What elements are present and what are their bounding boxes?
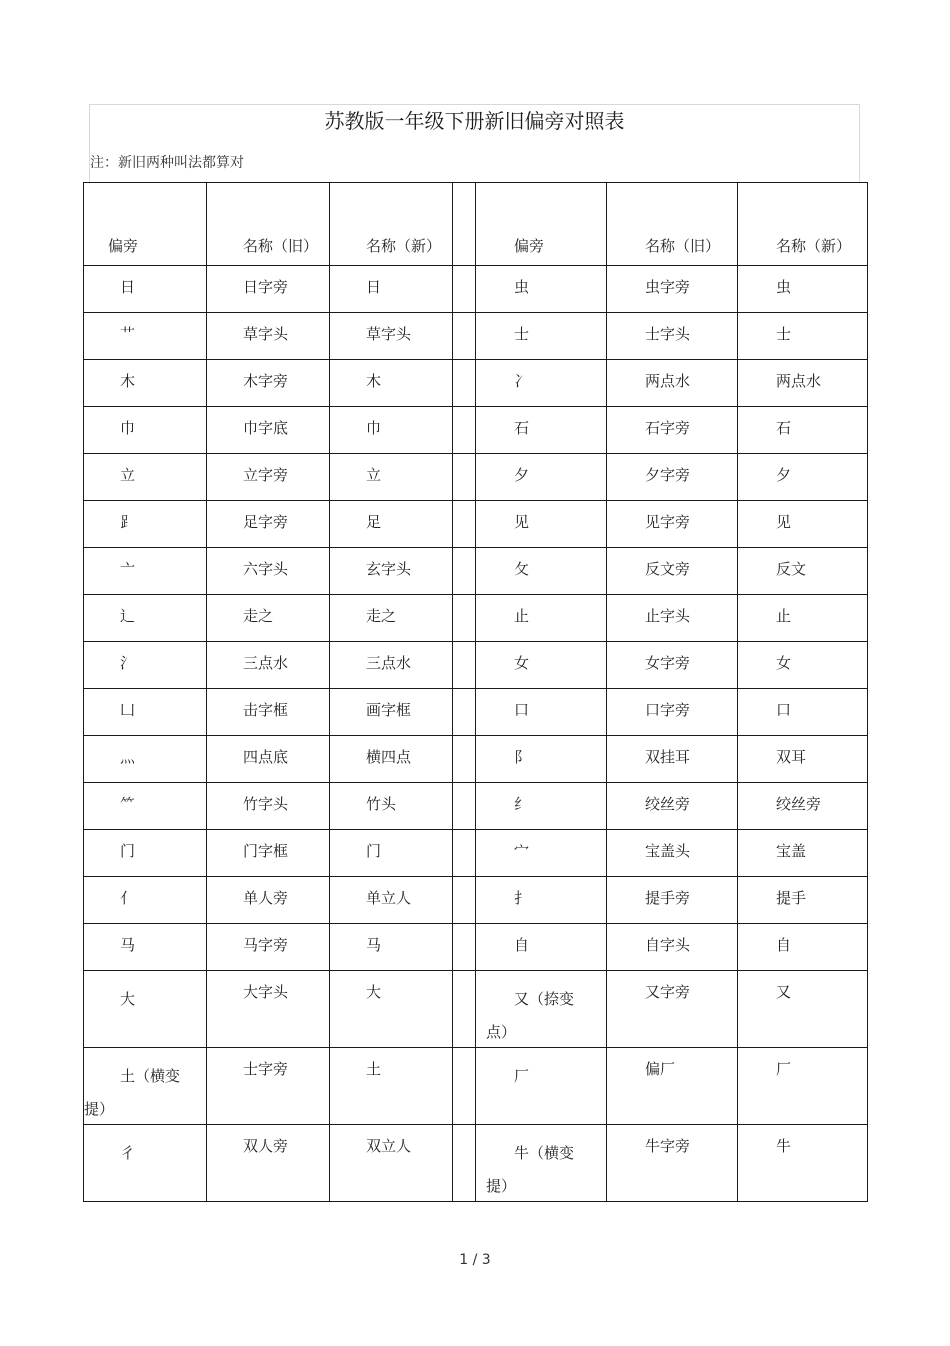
name-cell: 虫 <box>738 266 868 313</box>
radical-cell: 马 <box>84 924 207 971</box>
table-row <box>84 407 868 454</box>
table-row <box>84 548 868 595</box>
header-cell: 名称（新） <box>330 183 453 266</box>
name-cell: 牛 <box>738 1125 868 1202</box>
name-cell: 单人旁 <box>207 877 330 924</box>
radical-cell: 见 <box>476 501 607 548</box>
name-cell: 竹头 <box>330 783 453 830</box>
name-cell: 画字框 <box>330 689 453 736</box>
document-header <box>89 104 860 182</box>
radical-cell: 厂 <box>476 1048 607 1125</box>
name-cell: 士字头 <box>607 313 738 360</box>
name-cell: 击字框 <box>207 689 330 736</box>
radical-cell: 纟 <box>476 783 607 830</box>
radical-cell: 宀 <box>476 830 607 877</box>
radical-cell: 又（捺变 点） <box>476 971 607 1048</box>
name-cell: 马字旁 <box>207 924 330 971</box>
header-cell: 名称（旧） <box>607 183 738 266</box>
name-cell: 大 <box>330 971 453 1048</box>
name-cell: 足 <box>330 501 453 548</box>
table-row <box>84 642 868 689</box>
radical-cell: 自 <box>476 924 607 971</box>
column-gap <box>453 924 476 971</box>
name-cell: 日 <box>330 266 453 313</box>
radical-cell: 攵 <box>476 548 607 595</box>
radical-cell: 扌 <box>476 877 607 924</box>
name-cell: 四点底 <box>207 736 330 783</box>
radical-cell: 亻 <box>84 877 207 924</box>
table-row <box>84 971 868 1048</box>
name-cell: 止 <box>738 595 868 642</box>
radical-cell: 石 <box>476 407 607 454</box>
name-cell: 虫字旁 <box>607 266 738 313</box>
radical-cell: 立 <box>84 454 207 501</box>
radical-cell: 辶 <box>84 595 207 642</box>
column-gap <box>453 595 476 642</box>
name-cell: 双立人 <box>330 1125 453 1202</box>
name-cell: 士字旁 <box>207 1048 330 1125</box>
column-gap <box>453 407 476 454</box>
radical-cell: 女 <box>476 642 607 689</box>
radical-table <box>83 182 868 1202</box>
name-cell: 提手 <box>738 877 868 924</box>
name-cell: 竹字头 <box>207 783 330 830</box>
radical-cell: 木 <box>84 360 207 407</box>
table-row <box>84 266 868 313</box>
table-row <box>84 360 868 407</box>
name-cell: 大字头 <box>207 971 330 1048</box>
name-cell: 偏厂 <box>607 1048 738 1125</box>
radical-cell: 土（横变 提） <box>84 1048 207 1125</box>
radical-cell: 日 <box>84 266 207 313</box>
column-gap <box>453 548 476 595</box>
name-cell: 自 <box>738 924 868 971</box>
name-cell: 石 <box>738 407 868 454</box>
name-cell: 单立人 <box>330 877 453 924</box>
radical-cell: 阝 <box>476 736 607 783</box>
radical-cell: 虫 <box>476 266 607 313</box>
radical-cell: 凵 <box>84 689 207 736</box>
name-cell: 三点水 <box>330 642 453 689</box>
name-cell: 土 <box>330 1048 453 1125</box>
radical-cell: 止 <box>476 595 607 642</box>
radical-cell: ⻊ <box>84 501 207 548</box>
name-cell: 见 <box>738 501 868 548</box>
column-gap <box>453 877 476 924</box>
name-cell: 两点水 <box>738 360 868 407</box>
column-gap <box>453 830 476 877</box>
radical-cell: 彳 <box>84 1125 207 1202</box>
column-gap <box>453 501 476 548</box>
name-cell: 石字旁 <box>607 407 738 454</box>
radical-cell: ⺮ <box>84 783 207 830</box>
note-text: 注：新旧两种叫法都算对 <box>90 155 244 171</box>
name-cell: 马 <box>330 924 453 971</box>
name-cell: 草字头 <box>330 313 453 360</box>
table-row <box>84 689 868 736</box>
name-cell: 木字旁 <box>207 360 330 407</box>
table-row <box>84 877 868 924</box>
column-gap <box>453 266 476 313</box>
radical-cell: 艹 <box>84 313 207 360</box>
column-gap <box>453 183 476 266</box>
radical-cell: 士 <box>476 313 607 360</box>
radical-cell: 氵 <box>84 642 207 689</box>
name-cell: 日字旁 <box>207 266 330 313</box>
table-row <box>84 736 868 783</box>
radical-cell: 口 <box>476 689 607 736</box>
column-gap <box>453 454 476 501</box>
name-cell: 提手旁 <box>607 877 738 924</box>
name-cell: 反文 <box>738 548 868 595</box>
name-cell: 走之 <box>330 595 453 642</box>
table-row <box>84 313 868 360</box>
name-cell: 走之 <box>207 595 330 642</box>
name-cell: 夕 <box>738 454 868 501</box>
table-row <box>84 595 868 642</box>
table-row <box>84 454 868 501</box>
table-header-row <box>84 183 868 266</box>
name-cell: 口 <box>738 689 868 736</box>
column-gap <box>453 783 476 830</box>
page-number: 1 / 3 <box>459 1252 491 1268</box>
table-row <box>84 783 868 830</box>
name-cell: 双人旁 <box>207 1125 330 1202</box>
name-cell: 足字旁 <box>207 501 330 548</box>
name-cell: 草字头 <box>207 313 330 360</box>
header-cell: 名称（新） <box>738 183 868 266</box>
name-cell: 门字框 <box>207 830 330 877</box>
name-cell: 厂 <box>738 1048 868 1125</box>
name-cell: 士 <box>738 313 868 360</box>
name-cell: 立 <box>330 454 453 501</box>
radical-cell: 亠 <box>84 548 207 595</box>
name-cell: 止字头 <box>607 595 738 642</box>
radical-cell: 巾 <box>84 407 207 454</box>
name-cell: 牛字旁 <box>607 1125 738 1202</box>
name-cell: 玄字头 <box>330 548 453 595</box>
name-cell: 木 <box>330 360 453 407</box>
name-cell: 绞丝旁 <box>607 783 738 830</box>
column-gap <box>453 313 476 360</box>
name-cell: 双挂耳 <box>607 736 738 783</box>
name-cell: 横四点 <box>330 736 453 783</box>
column-gap <box>453 736 476 783</box>
column-gap <box>453 1048 476 1125</box>
column-gap <box>453 1125 476 1202</box>
column-gap <box>453 971 476 1048</box>
column-gap <box>453 689 476 736</box>
name-cell: 见字旁 <box>607 501 738 548</box>
name-cell: 女 <box>738 642 868 689</box>
name-cell: 两点水 <box>607 360 738 407</box>
page-title: 苏教版一年级下册新旧偏旁对照表 <box>324 109 625 133</box>
radical-cell: 冫 <box>476 360 607 407</box>
name-cell: 巾字底 <box>207 407 330 454</box>
name-cell: 宝盖 <box>738 830 868 877</box>
name-cell: 三点水 <box>207 642 330 689</box>
table-row <box>84 1125 868 1202</box>
radical-cell: 牛（横变 提） <box>476 1125 607 1202</box>
radical-cell: 大 <box>84 971 207 1048</box>
name-cell: 又字旁 <box>607 971 738 1048</box>
name-cell: 立字旁 <box>207 454 330 501</box>
name-cell: 六字头 <box>207 548 330 595</box>
name-cell: 巾 <box>330 407 453 454</box>
name-cell: 双耳 <box>738 736 868 783</box>
name-cell: 宝盖头 <box>607 830 738 877</box>
name-cell: 夕字旁 <box>607 454 738 501</box>
column-gap <box>453 642 476 689</box>
table-row <box>84 830 868 877</box>
name-cell: 门 <box>330 830 453 877</box>
table-row <box>84 501 868 548</box>
name-cell: 绞丝旁 <box>738 783 868 830</box>
name-cell: 又 <box>738 971 868 1048</box>
name-cell: 自字头 <box>607 924 738 971</box>
name-cell: 反文旁 <box>607 548 738 595</box>
radical-cell: 夕 <box>476 454 607 501</box>
header-cell: 偏旁 <box>476 183 607 266</box>
column-gap <box>453 360 476 407</box>
radical-cell: 门 <box>84 830 207 877</box>
header-cell: 名称（旧） <box>207 183 330 266</box>
name-cell: 口字旁 <box>607 689 738 736</box>
table-row <box>84 924 868 971</box>
header-cell: 偏旁 <box>84 183 207 266</box>
radical-cell: 灬 <box>84 736 207 783</box>
table-row <box>84 1048 868 1125</box>
name-cell: 女字旁 <box>607 642 738 689</box>
